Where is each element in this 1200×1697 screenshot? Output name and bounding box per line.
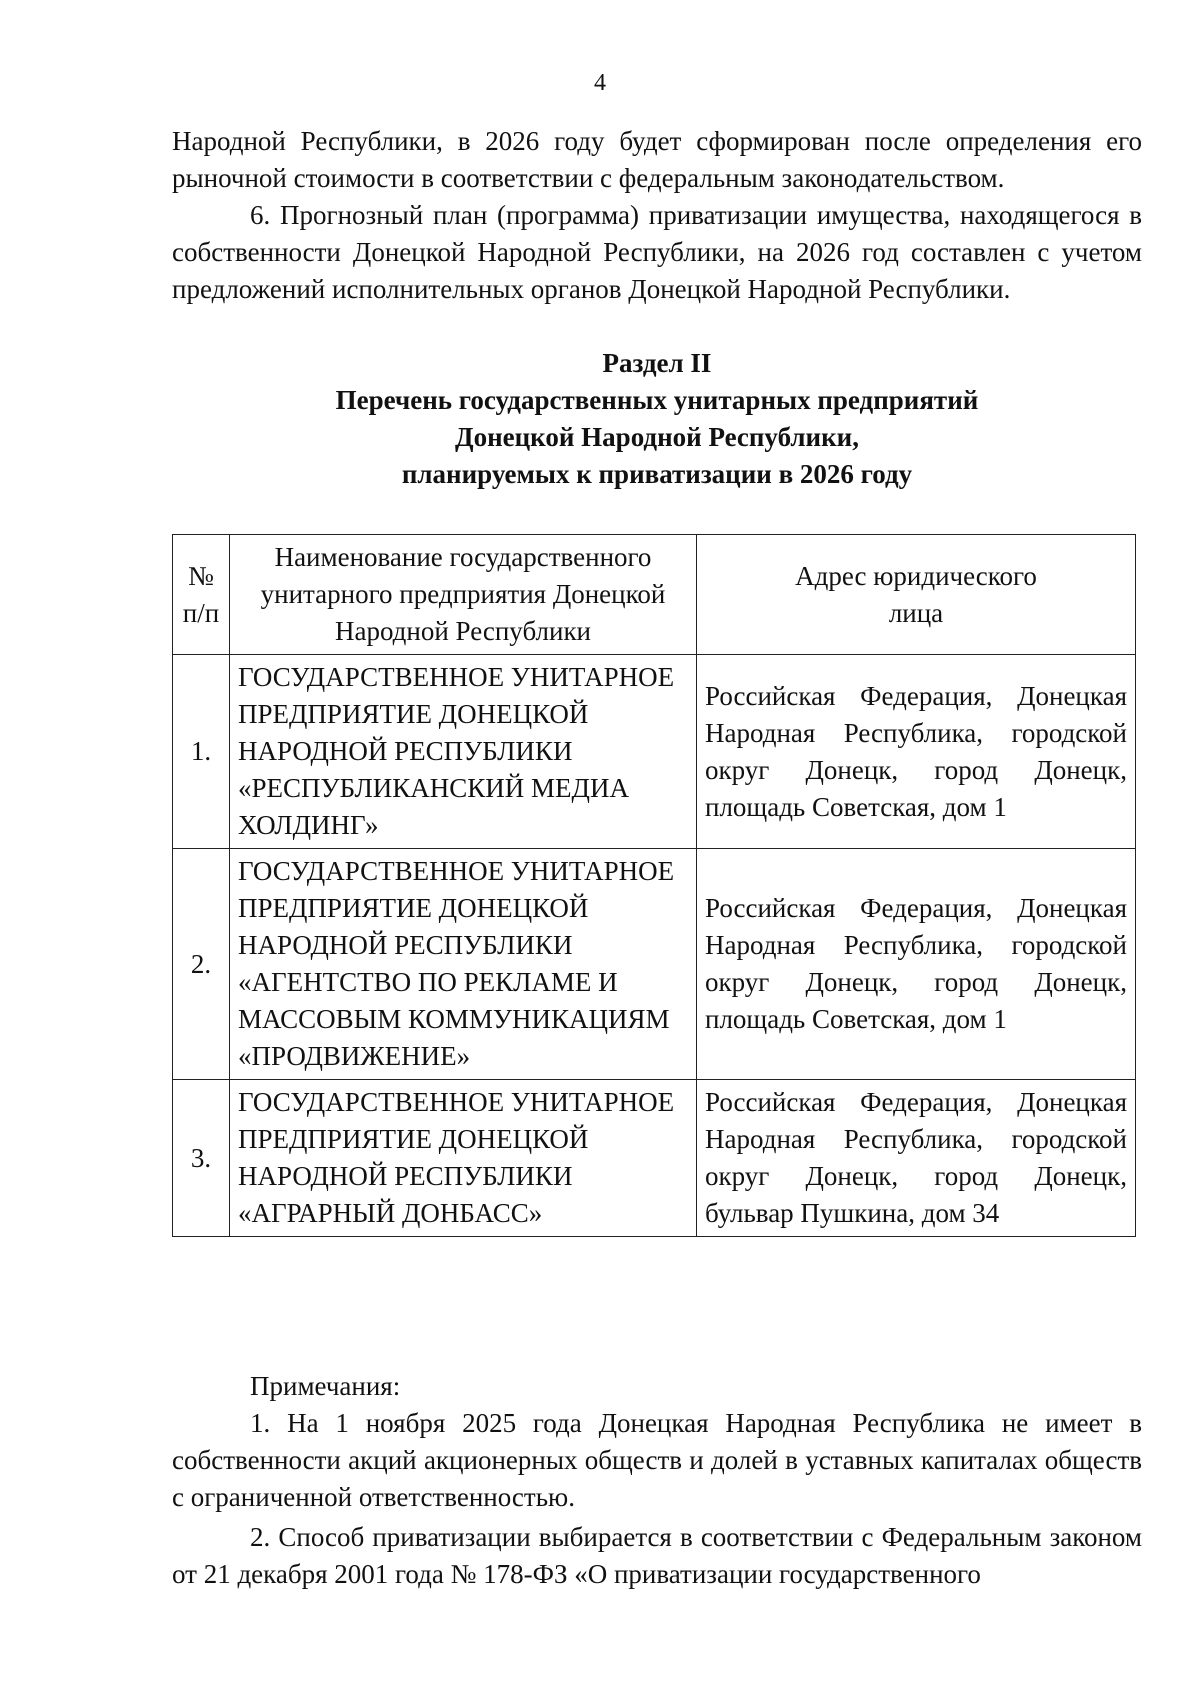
row-name: ГОСУДАРСТВЕННОЕ УНИТАРНОЕ ПРЕДПРИЯТИЕ ДОНЕЦКОЙ НАРОДНОЙ РЕСПУБЛИКИ «АГРАРНЫЙ ДОНБАСС»	[230, 1080, 697, 1237]
section-subtitle-line-2: Донецкой Народной Республики,	[455, 422, 859, 452]
table-row	[173, 655, 1136, 849]
row-num: 2.	[173, 849, 230, 1080]
section-title: Раздел II	[602, 348, 712, 378]
note-2: 2. Способ приватизации выбирается в соответствии с Федеральным законом от 21 декабря 2001 года № 178-ФЗ «О приватизации государственного	[172, 1522, 1142, 1589]
row-address: Российская Федерация, Донецкая Народная Республика, городской округ Донецк, город Донецк, бульвар Пушкина, дом 34	[697, 1080, 1136, 1237]
row-address: Российская Федерация, Донецкая Народная Республика, городской округ Донецк, город Донецк, площадь Советская, дом 1	[697, 849, 1136, 1080]
row-num: 3.	[173, 1080, 230, 1237]
header-name: Наименование государственного унитарного предприятия Донецкой Народной Республики	[230, 535, 697, 655]
row-num: 1.	[173, 655, 230, 849]
page-number: 4	[594, 70, 606, 96]
table-header-row	[173, 535, 1136, 655]
note-1: 1. На 1 ноября 2025 года Донецкая Народная Республика не имеет в собственности акций акционерных обществ и долей в уставных капиталах обществ с ограниченной ответственностью.	[172, 1408, 1142, 1512]
row-address: Российская Федерация, Донецкая Народная Республика, городской округ Донецк, город Донецк, площадь Советская, дом 1	[697, 655, 1136, 849]
section-heading	[172, 345, 1142, 493]
row-name: ГОСУДАРСТВЕННОЕ УНИТАРНОЕ ПРЕДПРИЯТИЕ ДОНЕЦКОЙ НАРОДНОЙ РЕСПУБЛИКИ «РЕСПУБЛИКАНСКИЙ МЕДИА ХОЛДИНГ»	[230, 655, 697, 849]
table-row	[173, 1080, 1136, 1237]
table-row	[173, 849, 1136, 1080]
paragraph-continuation: Народной Республики, в 2026 году будет сформирован после определения его рыночной стоимости в соответствии с федеральным законодательством.	[172, 126, 1142, 193]
enterprises-table	[172, 534, 1136, 1237]
paragraph-item-6: 6. Прогнозный план (программа) приватизации имущества, находящегося в собственности Донецкой Народной Республики, на 2026 год составлен с учетом предложений исполнительных органов Донецкой Народной Республики.	[172, 200, 1142, 304]
section-subtitle-line-1: Перечень государственных унитарных предприятий	[335, 385, 979, 415]
header-num: № п/п	[173, 535, 230, 655]
row-name: ГОСУДАРСТВЕННОЕ УНИТАРНОЕ ПРЕДПРИЯТИЕ ДОНЕЦКОЙ НАРОДНОЙ РЕСПУБЛИКИ «АГЕНТСТВО ПО РЕКЛАМЕ И МАССОВЫМ КОММУНИКАЦИЯМ «ПРОДВИЖЕНИЕ»	[230, 849, 697, 1080]
header-address: Адрес юридического лица	[697, 535, 1136, 655]
notes-label: Примечания:	[250, 1371, 401, 1401]
section-subtitle-line-3: планируемых к приватизации в 2026 году	[401, 459, 913, 489]
